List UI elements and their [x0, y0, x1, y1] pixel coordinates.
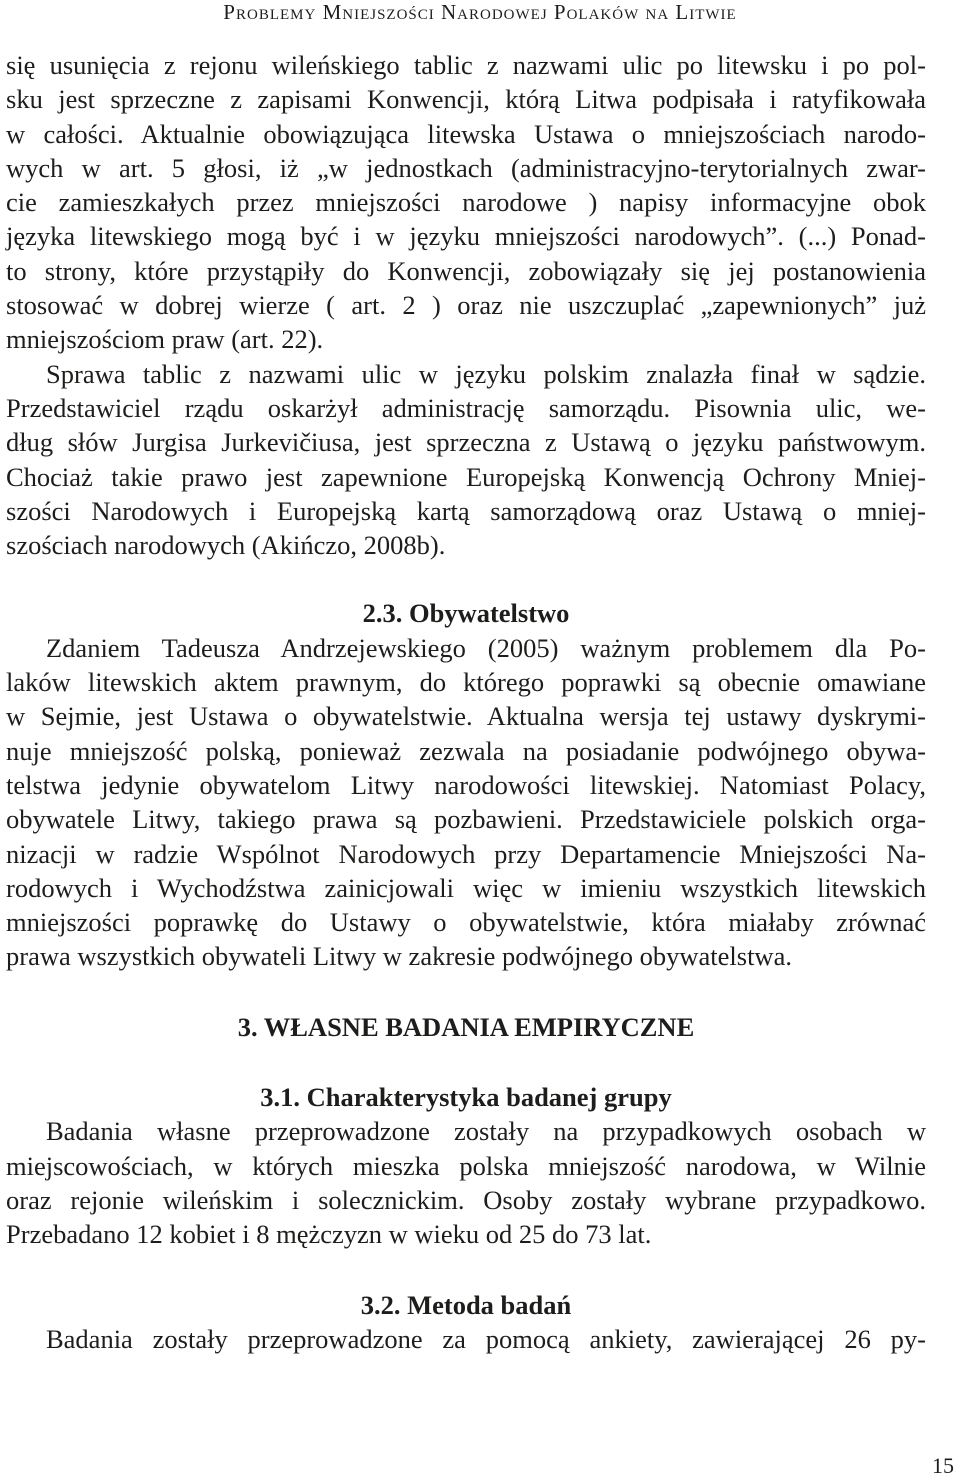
- text-line: obywatele Litwy, takiego prawa są pozbawieni. Przedstawiciele polskich orga-: [6, 804, 926, 835]
- text-line: Przedstawiciel rządu oskarżył administrację samorządu. Pisownia ulic, we-: [6, 392, 926, 423]
- paragraph-research-method: [6, 1322, 926, 1356]
- text-line: nizacji w radzie Wspólnot Narodowych przy Departamencie Mniejszości Na-: [6, 838, 926, 869]
- paragraph-street-signs: [6, 357, 926, 563]
- spacer: [6, 974, 926, 1010]
- text-line: się usunięcia z rejonu wileńskiego tablic z nazwami ulic po litewsku i po pol-: [6, 50, 926, 80]
- chapter-heading-empirical-research: 3. WŁASNE BADANIA EMPIRYCZNE: [237, 1011, 695, 1042]
- page-number: 15: [932, 1453, 954, 1478]
- text-line: mniejszości poprawkę do Ustawy o obywatelstwie, która miałaby zrównać: [6, 907, 926, 938]
- section-heading-research-method: 3.2. Metoda badań: [360, 1289, 572, 1320]
- text-line: stosować w dobrej wierze ( art. 2 ) oraz nie uszczuplać „zapewnionych” już: [6, 290, 926, 321]
- text-line: szości Narodowych i Europejską kartą samorządową oraz Ustawą o mniej-: [6, 495, 926, 526]
- text-line: Chociaż takie prawo jest zapewnione Europejską Konwencją Ochrony Mniej-: [6, 461, 926, 492]
- section-heading-citizenship: 2.3. Obywatelstwo: [362, 598, 570, 629]
- text-line: cie zamieszkałych przez mniejszości narodowe ) napisy informacyjne obok: [6, 187, 926, 218]
- text-line: Badania własne przeprowadzone zostały na przypadkowych osobach w: [46, 1116, 926, 1147]
- text-line: prawa wszystkich obywateli Litwy w zakresie podwójnego obywatelstwa.: [6, 941, 792, 972]
- text-line: mniejszościom praw (art. 22).: [6, 324, 324, 355]
- text-line: laków litewskich aktem prawnym, do którego poprawki są obecnie omawiane: [6, 667, 926, 698]
- section-heading-group-characteristics: 3.1. Charakterystyka badanej grupy: [260, 1082, 672, 1113]
- text-line: sku jest sprzeczne z zapisami Konwencji, którą Litwa podpisała i ratyfikowała: [6, 84, 926, 115]
- running-head: Problemy Mniejszości Narodowej Polaków na Litwie: [223, 0, 737, 24]
- text-line: szościach narodowych (Akińczo, 2008b).: [6, 530, 446, 561]
- paragraph-citizenship: [6, 631, 926, 974]
- text-line: dług słów Jurgisa Jurkevičiusa, jest sprzeczna z Ustawą o języku państwowym.: [6, 427, 926, 458]
- text-line: języka litewskiego mogą być i w języku mniejszości narodowych”. (...) Ponad-: [6, 221, 926, 252]
- text-line: w całości. Aktualnie obowiązująca litewska Ustawa o mniejszościach narodo-: [6, 118, 926, 149]
- spacer: [6, 562, 926, 596]
- spacer: [6, 1044, 926, 1080]
- text-line: wych w art. 5 głosi, iż „w jednostkach (administracyjno-terytorialnych zwar-: [6, 152, 926, 183]
- spacer: [6, 1252, 926, 1288]
- body-text: [6, 48, 926, 1356]
- text-line: Badania zostały przeprowadzone za pomocą ankiety, zawierającej 26 py-: [46, 1323, 926, 1354]
- text-line: nuje mniejszość polską, ponieważ zezwala na posiadanie podwójnego obywa-: [6, 735, 926, 766]
- text-line: to strony, które przystąpiły do Konwencji, zobowiązały się jej postanowienia: [6, 255, 926, 286]
- text-line: Zdaniem Tadeusza Andrzejewskiego (2005) ważnym problemem dla Po-: [46, 632, 926, 663]
- text-line: telstwa jedynie obywatelom Litwy narodowości litewskiej. Natomiast Polacy,: [6, 769, 926, 800]
- text-line: Przebadano 12 kobiet i 8 mężczyzn w wieku od 25 do 73 lat.: [6, 1219, 652, 1250]
- paragraph-research-group: [6, 1114, 926, 1251]
- text-line: Sprawa tablic z nazwami ulic w języku polskim znalazła finał w sądzie.: [46, 358, 926, 389]
- text-line: oraz rejonie wileńskim i solecznickim. Osoby zostały wybrane przypadkowo.: [6, 1184, 926, 1215]
- text-line: w Sejmie, jest Ustawa o obywatelstwie. Aktualna wersja tej ustawy dyskrymi-: [6, 701, 926, 732]
- text-line: miejscowościach, w których mieszka polska mniejszość narodowa, w Wilnie: [6, 1150, 926, 1181]
- text-line: rodowych i Wychodźstwa zainicjowali więc w imieniu wszystkich litewskich: [6, 872, 926, 903]
- paragraph-minority-law: [6, 48, 926, 357]
